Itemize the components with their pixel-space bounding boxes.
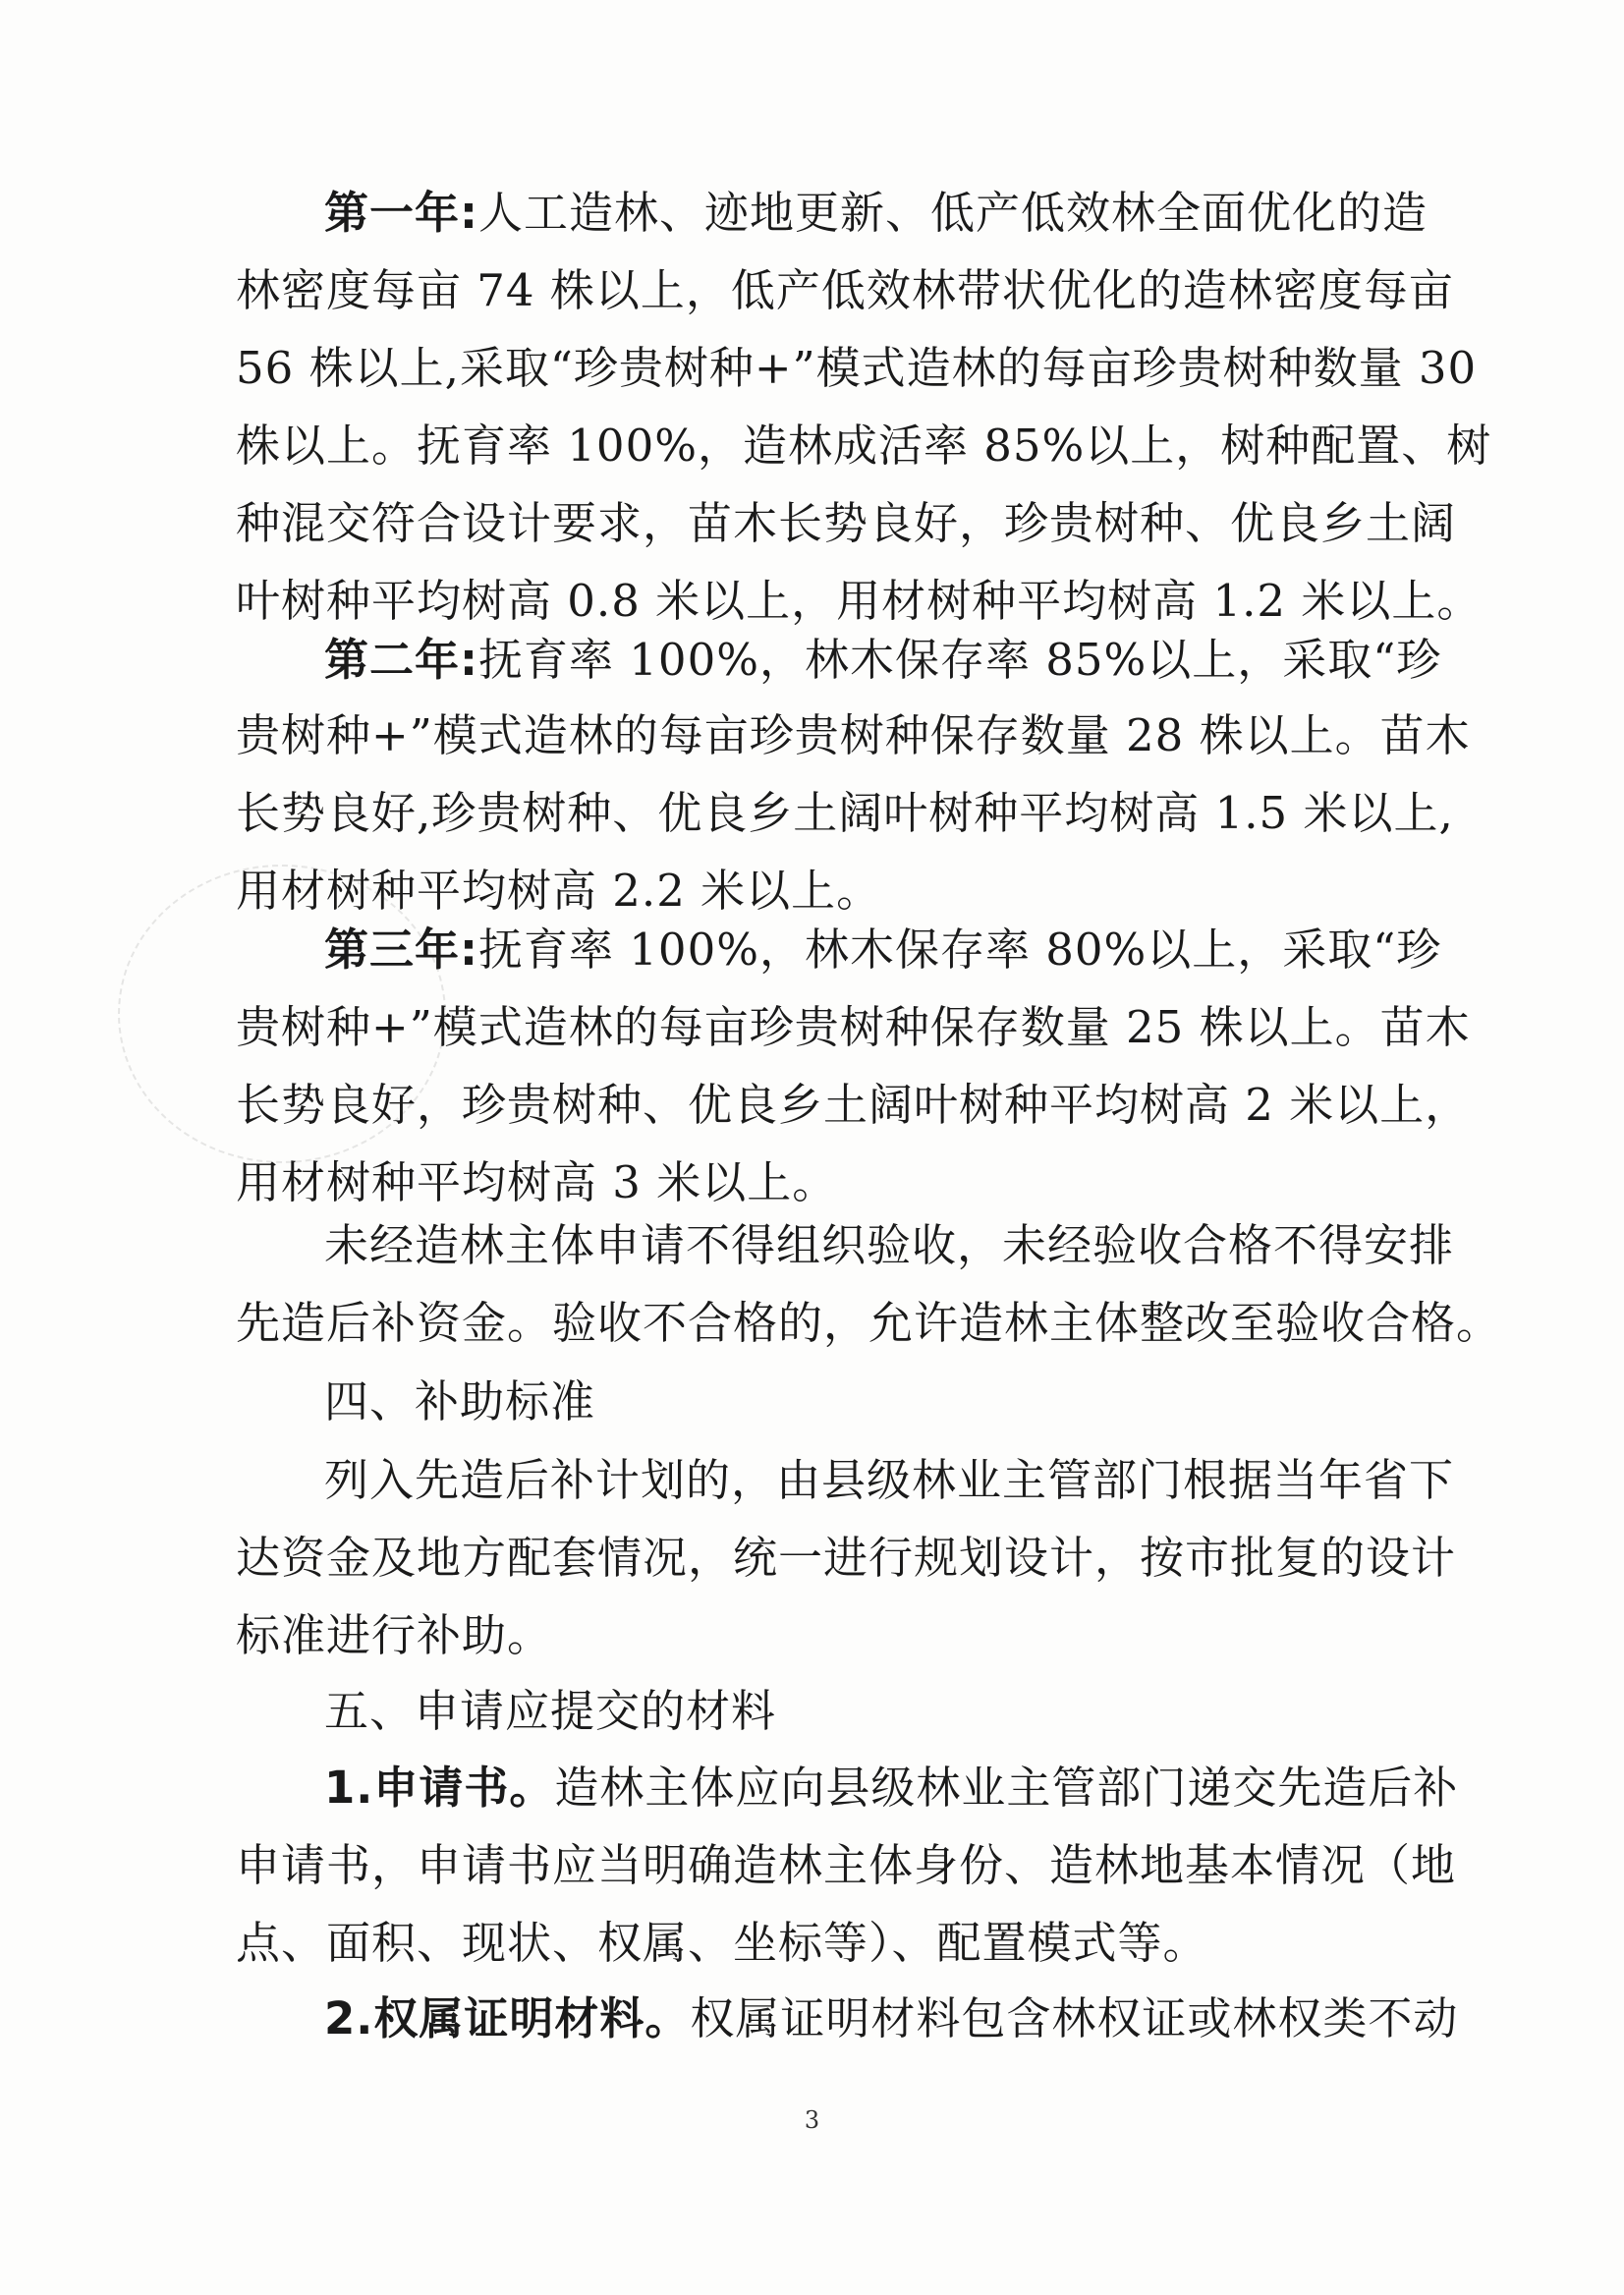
year2-lead: 第二年:	[324, 634, 478, 686]
year2-line-3: 长势良好,珍贵树种、优良乡土阔叶树种平均树高 1.5 米以上,	[236, 787, 1454, 839]
year1-line-6: 叶树种平均树高 0.8 米以上，用材树种平均树高 1.2 米以上。	[236, 575, 1483, 627]
section5-item1-line-1: 1.申请书。造林主体应向县级林业主管部门递交先造后补	[324, 1762, 1459, 1814]
year1-line-3: 56 株以上,采取“珍贵树种+”模式造林的每亩珍贵树种数量 30	[236, 342, 1478, 394]
section5-item2-line-1: 2.权属证明材料。权属证明材料包含林权证或林权类不动	[324, 1992, 1459, 2044]
year1-line-4: 株以上。抚育率 100%，造林成活率 85%以上，树种配置、树	[236, 420, 1492, 472]
section4-line-2: 达资金及地方配套情况，统一进行规划设计，按市批复的设计	[236, 1532, 1457, 1584]
year2-line-4: 用材树种平均树高 2.2 米以上。	[236, 865, 882, 917]
year3-line-2: 贵树种+”模式造林的每亩珍贵树种保存数量 25 株以上。苗木	[236, 1001, 1471, 1053]
year1-line-2: 林密度每亩 74 株以上，低产低效林带状优化的造林密度每亩	[236, 264, 1454, 316]
year3-line-1: 第三年:抚育率 100%，林木保存率 80%以上，采取“珍	[324, 924, 1442, 976]
section4-line-1: 列入先造后补计划的，由县级林业主管部门根据当年省下	[324, 1454, 1455, 1506]
section4-heading: 四、补助标准	[324, 1375, 596, 1427]
year3-line-3: 长势良好，珍贵树种、优良乡土阔叶树种平均树高 2 米以上，	[236, 1079, 1471, 1131]
year3-line-4: 用材树种平均树高 3 米以上。	[236, 1156, 838, 1208]
section4-line-3: 标准进行补助。	[236, 1609, 553, 1661]
acceptance-line-1: 未经造林主体申请不得组织验收，未经验收合格不得安排	[324, 1219, 1455, 1271]
section5-item1-line-2: 申请书，申请书应当明确造林主体身份、造林地基本情况（地	[236, 1839, 1457, 1891]
year1-line-1: 第一年:人工造林、迹地更新、低产低效林全面优化的造	[324, 187, 1428, 239]
year3-lead: 第三年:	[324, 924, 478, 976]
year1-lead: 第一年:	[324, 187, 478, 239]
acceptance-line-2: 先造后补资金。验收不合格的，允许造林主体整改至验收合格。	[236, 1297, 1502, 1349]
section5-item1-line-3: 点、面积、现状、权属、坐标等）、配置模式等。	[236, 1917, 1208, 1969]
year2-line-2: 贵树种+”模式造林的每亩珍贵树种保存数量 28 株以上。苗木	[236, 709, 1471, 761]
year1-line-5: 种混交符合设计要求，苗木长势良好，珍贵树种、优良乡土阔	[236, 497, 1457, 549]
section5-item2-lead: 2.权属证明材料。	[324, 1992, 691, 2044]
page-number: 3	[804, 2106, 820, 2134]
section5-heading: 五、申请应提交的材料	[324, 1685, 777, 1737]
section5-item1-lead: 1.申请书。	[324, 1762, 555, 1814]
year2-line-1: 第二年:抚育率 100%，林木保存率 85%以上，采取“珍	[324, 634, 1442, 686]
